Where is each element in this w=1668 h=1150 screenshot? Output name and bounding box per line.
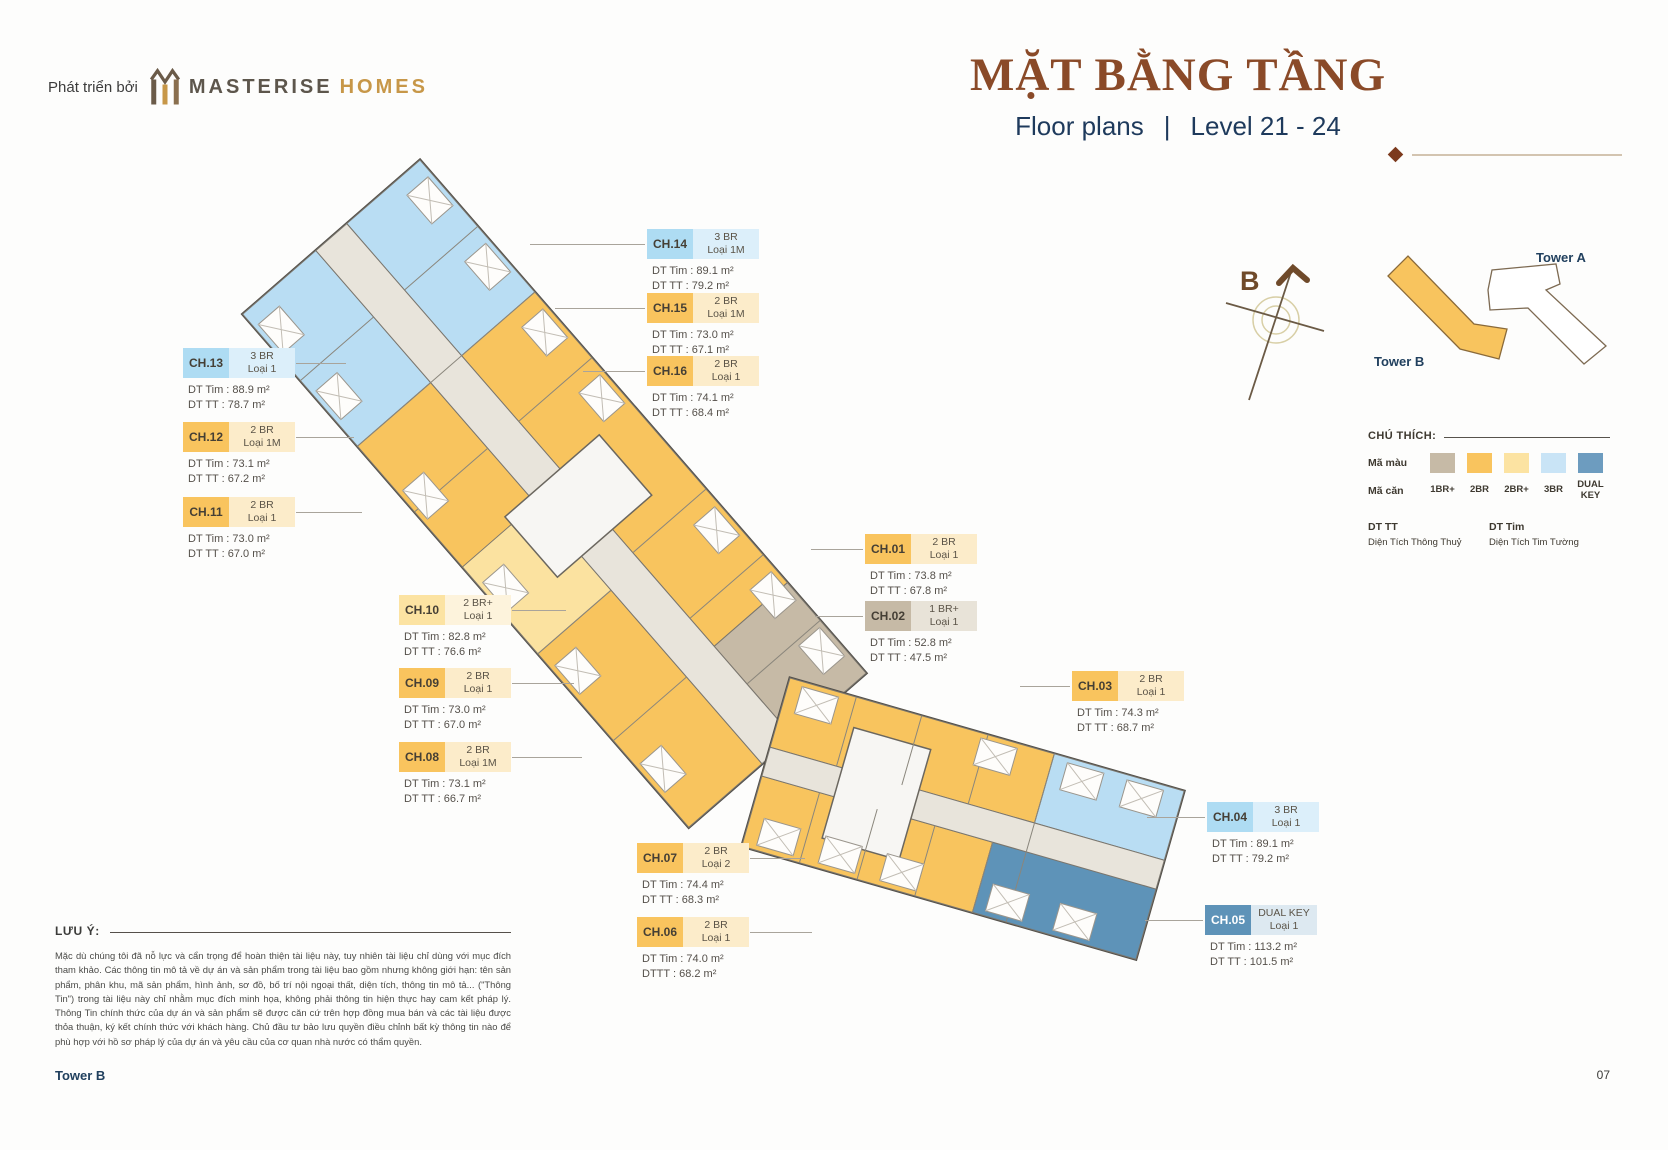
note-body: Mặc dù chúng tôi đã nỗ lực và cẩn trọng để hoàn thiện tài liệu này, tuy nhiên tài liệu chỉ dùng với mục đích tham khảo. Các thông tin mô tả về dự án và sản phẩm trong tài liệu bao gồm nhưng không giới hạn: tên sản phẩm, phân khu, mã sản phẩm, hình ảnh, sơ đồ, bố trí nội ngoại thất, diện tích, thông tin mô tả... ("Thông Tin") trong tài liệu này chỉ nhằm mục đích minh họa, không phải thông tin hiện thực hay cam kết pháp lý. Thông Tin chính thức của dự án và sản phẩm sẽ được căn cứ trên hợp đồng mua bán và các tài liệu được thỏa thuận, ký kết chính thức với khách hàng. Chủ đầu tư bảo lưu quyền điều chỉnh bất kỳ thông tin nào để phù hợp với hồ sơ pháp lý của dự án và yêu cầu của cơ quan nhà nước có thẩm quyền. [55, 950, 511, 1047]
unit-label-ch-12 [183, 422, 295, 487]
unit-layout-type: Loại 1 [463, 683, 493, 695]
unit-label-ch-15 [647, 293, 759, 358]
unit-area-tim: DT Tim : 73.0 m² [404, 704, 486, 716]
unit-bedrooms: 2 BR [466, 670, 490, 683]
unit-bedrooms: 2 BR [714, 295, 738, 308]
unit-bedrooms: 2 BR [466, 744, 490, 757]
abbr-meaning: Diện Tích Tim Tường [1489, 536, 1579, 548]
tower-key [1374, 250, 1606, 369]
unit-label-ch-13 [183, 348, 295, 413]
unit-bedrooms: 1 BR+ [929, 603, 959, 616]
unit-area-tim: DT Tim : 73.1 m² [188, 458, 270, 470]
unit-areas [1205, 940, 1317, 970]
unit-area-tim: DT Tim : 74.4 m² [642, 879, 724, 891]
unit-layout-type: Loại 1 [1271, 817, 1301, 829]
unit-layout-type: Loại 1M [459, 757, 497, 769]
unit-chip: CH.15 [647, 293, 693, 323]
unit-areas [647, 328, 759, 358]
legend-type-label: 1BR+ [1430, 484, 1455, 496]
unit-area-tt: DT TT : 79.2 m² [652, 280, 730, 292]
header-rule [1388, 147, 1622, 163]
unit-label-ch-07 [637, 843, 749, 908]
unit-chip: CH.01 [865, 534, 911, 564]
unit-areas [637, 952, 749, 982]
unit-areas [637, 878, 749, 908]
unit-area-tim: DT Tim : 82.8 m² [404, 631, 486, 643]
unit-chip: CH.04 [1207, 802, 1253, 832]
unit-type-box [1118, 671, 1184, 701]
unit-leader-line [811, 549, 863, 550]
unit-area-tim: DT Tim : 73.0 m² [652, 329, 734, 341]
unit-layout-type: Loại 2 [701, 858, 731, 870]
unit-leader-line [296, 512, 362, 513]
unit-areas [183, 383, 295, 413]
unit-label-ch-10 [399, 595, 511, 660]
unit-type-box [911, 601, 977, 631]
unit-bedrooms: 2 BR [250, 424, 274, 437]
unit-type-box [229, 422, 295, 452]
unit-bedrooms: 3 BR [250, 350, 274, 363]
unit-type-box [1251, 905, 1317, 935]
legend-type-label: DUAL KEY [1577, 479, 1604, 501]
unit-area-tt: DT TT : 67.8 m² [870, 585, 948, 597]
note-title: LƯU Ý: [55, 924, 100, 938]
unit-label-ch-05 [1205, 905, 1317, 970]
unit-chip: CH.06 [637, 917, 683, 947]
unit-type-box [1253, 802, 1319, 832]
unit-chip: CH.08 [399, 742, 445, 772]
unit-areas [647, 264, 759, 294]
unit-label-ch-16 [647, 356, 759, 421]
unit-bedrooms: 2 BR [704, 919, 728, 932]
unit-label-ch-02 [865, 601, 977, 666]
unit-leader-line [530, 244, 645, 245]
unit-area-tim: DT Tim : 73.0 m² [188, 533, 270, 545]
unit-areas [647, 391, 759, 421]
unit-chip: CH.16 [647, 356, 693, 386]
unit-layout-type: Loại 1M [243, 437, 281, 449]
unit-label-ch-08 [399, 742, 511, 807]
unit-bedrooms: DUAL KEY [1258, 907, 1310, 920]
unit-area-tim: DT Tim : 74.0 m² [642, 953, 724, 965]
tower-a-shape [1488, 264, 1606, 364]
unit-leader-line [1145, 920, 1203, 921]
unit-layout-type: Loại 1 [929, 549, 959, 561]
unit-leader-line [815, 616, 863, 617]
unit-label-ch-01 [865, 534, 977, 599]
unit-area-tim: DT Tim : 89.1 m² [1212, 838, 1294, 850]
unit-chip: CH.11 [183, 497, 229, 527]
legend-type-label: 2BR [1469, 484, 1489, 496]
unit-bedrooms: 3 BR [714, 231, 738, 244]
unit-type-box [911, 534, 977, 564]
unit-leader-line [512, 610, 566, 611]
wing-northwest [243, 160, 866, 827]
unit-type-box [693, 229, 759, 259]
unit-chip: CH.02 [865, 601, 911, 631]
unit-layout-type: Loại 1 [701, 932, 731, 944]
unit-leader-line [750, 858, 805, 859]
unit-bedrooms: 2 BR+ [463, 597, 493, 610]
unit-chip: CH.09 [399, 668, 445, 698]
unit-areas [399, 630, 511, 660]
unit-leader-line [512, 683, 574, 684]
brand-primary: MASTERISE [188, 75, 333, 98]
developer-prefix: Phát triển bởi [48, 78, 138, 96]
unit-bedrooms: 2 BR [1139, 673, 1163, 686]
unit-chip: CH.07 [637, 843, 683, 873]
unit-areas [1207, 837, 1319, 867]
unit-layout-type: Loại 1M [707, 244, 745, 256]
unit-leader-line [296, 437, 354, 438]
unit-chip: CH.13 [183, 348, 229, 378]
unit-type-box [445, 668, 511, 698]
unit-layout-type: Loại 1 [247, 512, 277, 524]
subtitle-level-range: Level 21 - 24 [1190, 110, 1341, 141]
unit-area-tt: DT TT : 67.1 m² [652, 344, 730, 356]
unit-area-tim: DT Tim : 52.8 m² [870, 637, 952, 649]
unit-type-box [229, 348, 295, 378]
unit-layout-type: Loại 1 [711, 371, 741, 383]
compass [1226, 266, 1324, 400]
unit-chip: CH.10 [399, 595, 445, 625]
unit-leader-line [583, 371, 645, 372]
unit-label-ch-11 [183, 497, 295, 562]
unit-area-tt: DT TT : 79.2 m² [1212, 853, 1290, 865]
legend-unit-row-label: Mã căn [1368, 484, 1404, 497]
unit-type-box [445, 595, 511, 625]
legend-title: CHÚ THÍCH: [1368, 430, 1437, 442]
unit-type-box [683, 917, 749, 947]
unit-area-tt: DT TT : 68.3 m² [642, 894, 720, 906]
page-title: MẶT BẰNG TẦNG [969, 49, 1387, 101]
abbr-meaning: Diện Tích Thông Thuỷ [1368, 536, 1462, 548]
unit-area-tt: DT TT : 76.6 m² [404, 646, 482, 658]
legend-type-label: 3BR [1543, 484, 1563, 496]
unit-label-ch-04 [1207, 802, 1319, 867]
unit-area-tt: DT TT : 67.0 m² [404, 719, 482, 731]
unit-area-tt: DT TT : 66.7 m² [404, 793, 482, 805]
unit-label-ch-06 [637, 917, 749, 982]
unit-type-box [683, 843, 749, 873]
unit-area-tt: DT TT : 67.0 m² [188, 548, 266, 560]
abbr-label: DT TT [1368, 520, 1398, 533]
abbr-label: DT Tim [1489, 520, 1525, 533]
unit-area-tim: DT Tim : 88.9 m² [188, 384, 270, 396]
unit-type-box [693, 356, 759, 386]
brand-secondary: HOMES [339, 75, 428, 98]
unit-areas [399, 777, 511, 807]
unit-area-tt: DT TT : 47.5 m² [870, 652, 948, 664]
unit-label-ch-09 [399, 668, 511, 733]
unit-area-tim: DT Tim : 74.3 m² [1077, 707, 1159, 719]
unit-areas [865, 636, 977, 666]
unit-areas [183, 457, 295, 487]
unit-areas [183, 532, 295, 562]
north-arrow-icon [1279, 268, 1307, 283]
unit-area-tim: DT Tim : 89.1 m² [652, 265, 734, 277]
unit-area-tt: DT TT : 78.7 m² [188, 399, 266, 411]
unit-chip: CH.03 [1072, 671, 1118, 701]
unit-layout-type: Loại 1 [1136, 686, 1166, 698]
unit-type-box [229, 497, 295, 527]
unit-layout-type: Loại 1 [463, 610, 493, 622]
unit-area-tt: DT TT : 68.7 m² [1077, 722, 1155, 734]
unit-area-tt: DT TT : 101.5 m² [1210, 956, 1294, 968]
subtitle-en: Floor plans [1015, 110, 1144, 141]
unit-type-box [445, 742, 511, 772]
unit-chip: CH.12 [183, 422, 229, 452]
unit-leader-line [296, 363, 346, 364]
compass-label: B [1240, 266, 1260, 296]
footer-page-number: 07 [1596, 1068, 1610, 1082]
unit-area-tim: DT Tim : 73.8 m² [870, 570, 952, 582]
unit-leader-line [1147, 817, 1205, 818]
unit-areas [865, 569, 977, 599]
footer-tower-label: Tower B [55, 1068, 106, 1083]
unit-area-tim: DT Tim : 73.1 m² [404, 778, 486, 790]
unit-layout-type: Loại 1M [707, 308, 745, 320]
legend-color-row-label: Mã màu [1368, 457, 1408, 469]
unit-leader-line [555, 308, 645, 309]
unit-areas [1072, 706, 1184, 736]
unit-area-tim: DT Tim : 113.2 m² [1210, 941, 1298, 953]
unit-label-ch-03 [1072, 671, 1184, 736]
unit-bedrooms: 2 BR [932, 536, 956, 549]
unit-area-tt: DT TT : 67.2 m² [188, 473, 266, 485]
unit-layout-type: Loại 1 [247, 363, 277, 375]
unit-areas [399, 703, 511, 733]
legend-type-label: 2BR+ [1504, 484, 1529, 496]
unit-leader-line [512, 757, 582, 758]
unit-bedrooms: 2 BR [704, 845, 728, 858]
tower-a-label: Tower A [1536, 250, 1586, 265]
unit-area-tim: DT Tim : 74.1 m² [652, 392, 734, 404]
unit-label-ch-14 [647, 229, 759, 294]
unit-leader-line [750, 932, 812, 933]
unit-type-box [693, 293, 759, 323]
unit-chip: CH.14 [647, 229, 693, 259]
unit-area-tt: DT TT : 68.4 m² [652, 407, 730, 419]
unit-layout-type: Loại 1 [1269, 920, 1299, 932]
unit-bedrooms: 2 BR [250, 499, 274, 512]
unit-bedrooms: 2 BR [714, 358, 738, 371]
unit-area-tt: DTTT : 68.2 m² [642, 968, 717, 980]
subtitle-separator: | [1163, 110, 1171, 141]
unit-layout-type: Loại 1 [929, 616, 959, 628]
unit-leader-line [1020, 686, 1070, 687]
unit-chip: CH.05 [1205, 905, 1251, 935]
unit-bedrooms: 3 BR [1274, 804, 1298, 817]
tower-b-label: Tower B [1374, 354, 1425, 369]
